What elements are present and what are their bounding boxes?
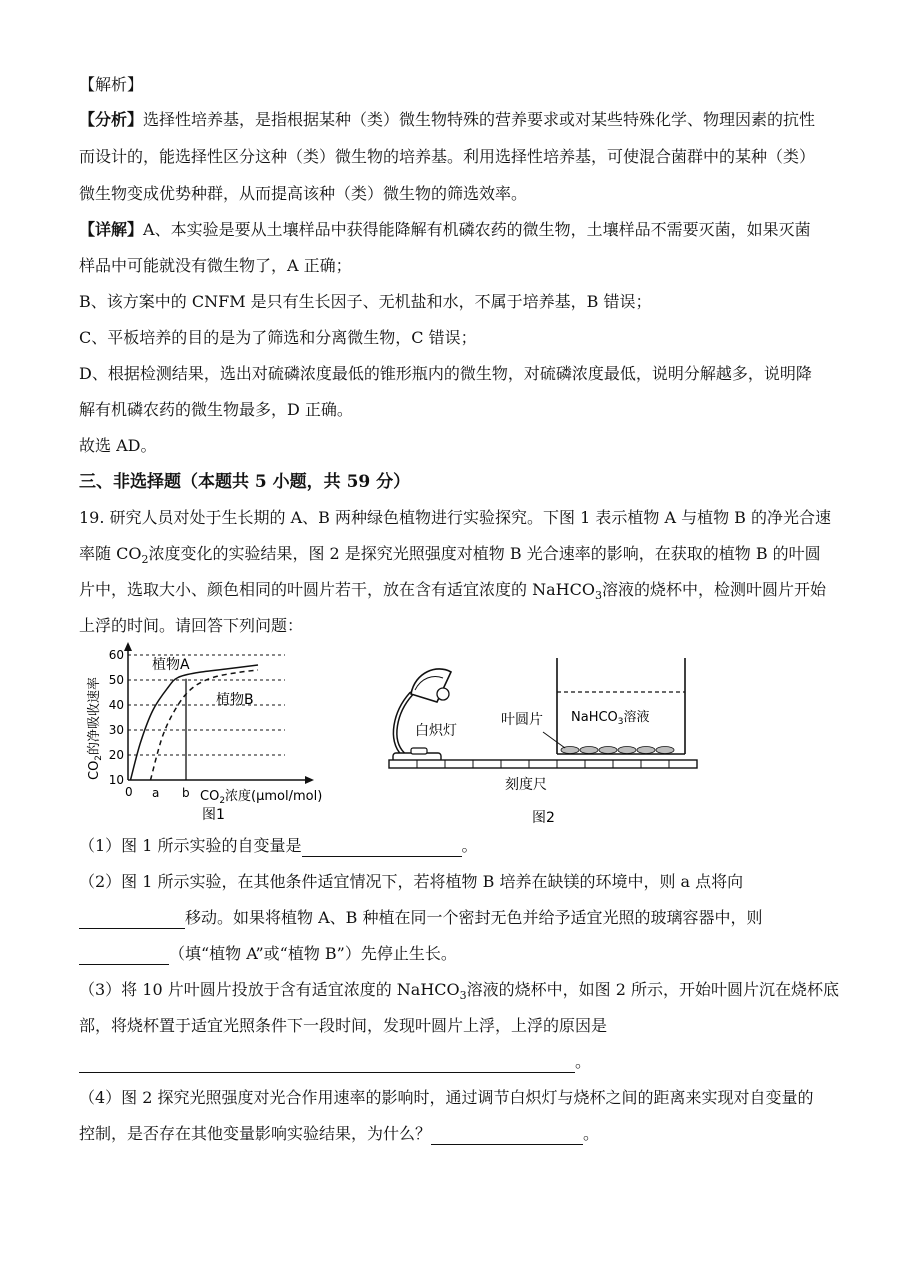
sub-question-3-line-3: 。 — [79, 1051, 824, 1073]
figure-2-caption: 图2 — [532, 810, 555, 826]
beaker — [557, 658, 685, 754]
lamp-label: 白炽灯 — [415, 723, 457, 739]
detail-line-c: C、平板培养的目的是为了筛选和分离微生物，C 错误； — [79, 328, 477, 347]
label-plant-b: 植物B — [216, 692, 254, 708]
x-axis-label: $CO_2$浓度(μmol/mol) — [200, 789, 323, 806]
y-tick-label: 40 — [108, 698, 124, 712]
y-tick-label: 60 — [108, 648, 124, 662]
answer-blank-4[interactable] — [431, 1126, 583, 1145]
figure-2-apparatus — [385, 650, 705, 830]
y-tick-label: 50 — [108, 673, 124, 687]
origin-label: 0 — [125, 785, 133, 799]
answer-line: 故选 AD。 — [79, 436, 157, 455]
ruler-label: 刻度尺 — [505, 777, 547, 793]
leaf-disc — [618, 747, 636, 754]
sub-question-4-line-2: 控制，是否存在其他变量影响实验结果，为什么？ 。 — [79, 1124, 600, 1143]
sub-question-2-line-2: 移动。如果将植物 A、B 种植在同一个密封无色并给予适宜光照的玻璃容器中，则 — [79, 907, 824, 929]
leaf-disc — [580, 747, 598, 754]
figure-1-caption: 图1 — [202, 807, 225, 823]
detail-tag: 【详解】 — [79, 220, 144, 239]
q19-line-1: 19. 研究人员对处于生长期的 A、B 两种绿色植物进行实验探究。下图 1 表示植物 A 与植物 B 的净光合速 — [79, 508, 832, 527]
detail-line-d2: 解有机磷农药的微生物最多，D 正确。 — [79, 400, 353, 419]
q19-line-3: 片中，选取大小、颜色相同的叶圆片若干，放在含有适宜浓度的 NaHCO$_3$溶液的烧杯中，检测叶圆片开始 — [79, 580, 826, 603]
detail-line-2: 样品中可能就没有微生物了，A 正确； — [79, 256, 352, 275]
q19-line-2: 率随 $CO_2$浓度变化的实验结果，图 2 是探究光照强度对植物 B 光合速率的影响，在获取的植物 B 的叶圆 — [79, 544, 821, 567]
lamp-icon — [393, 669, 451, 762]
answer-blank-1[interactable] — [302, 838, 462, 857]
analysis-line-2: 而设计的，能选择性区分这种（类）微生物的培养基。利用选择性培养基，可使混合菌群中的某种（类） — [79, 147, 816, 166]
ruler — [389, 760, 697, 768]
sub-question-2-line-1: （2）图 1 所示实验，在其他条件适宜情况下，若将植物 B 培养在缺镁的环境中，则 a 点将向 — [79, 872, 744, 891]
curve-plant-b — [151, 670, 259, 780]
answer-blank-3[interactable] — [79, 1054, 575, 1073]
x-tick-b: b — [182, 786, 190, 800]
sub-question-1: （1）图 1 所示实验的自变量是 。 — [79, 836, 478, 855]
solution-label: NaHCO$_3$溶液 — [571, 710, 650, 727]
leaf-disc — [599, 747, 617, 754]
y-tick-label: 30 — [108, 723, 124, 737]
sub-question-3-line-1: （3）将 10 片叶圆片投放于含有适宜浓度的 NaHCO$_3$溶液的烧杯中，如图 2 所示，开始叶圆片沉在烧杯底 — [79, 980, 840, 1003]
disc-pointer-line — [543, 732, 565, 748]
detail-line-d1: D、根据检测结果，选出对硫磷浓度最低的锥形瓶内的微生物，对硫磷浓度最低，说明分解越多，说明降 — [79, 364, 812, 383]
sub-question-3-line-2: 部，将烧杯置于适宜光照条件下一段时间，发现叶圆片上浮，上浮的原因是 — [79, 1016, 608, 1035]
analysis-tag: 【分析】 — [79, 110, 144, 129]
x-tick-a: a — [152, 786, 160, 800]
figure-1-chart — [80, 640, 370, 830]
leaf-disc-label: 叶圆片 — [501, 712, 543, 728]
y-axis-label: $CO_2$的净吸收速率 — [87, 676, 104, 780]
analysis-line-3: 微生物变成优势种群，从而提高该种（类）微生物的筛选效率。 — [79, 184, 528, 203]
answer-blank-2a[interactable] — [79, 910, 185, 929]
q19-line-4: 上浮的时间。请回答下列问题： — [79, 616, 304, 635]
answer-blank-2b[interactable] — [79, 946, 169, 965]
label-plant-a: 植物A — [152, 657, 190, 673]
sub-question-4-line-1: （4）图 2 探究光照强度对光合作用速率的影响时，通过调节白炽灯与烧杯之间的距离来实现对自变量的 — [79, 1088, 814, 1107]
leaf-discs — [561, 747, 674, 754]
analysis-line-1: 【分析】选择性培养基，是指根据某种（类）微生物特殊的营养要求或对某些特殊化学、物理因素的抗性 — [79, 110, 816, 129]
leaf-disc — [637, 747, 655, 754]
y-tick-label: 20 — [108, 748, 124, 762]
y-tick-labels — [109, 648, 124, 787]
explanation-header: 【解析】 — [79, 75, 144, 94]
y-tick-label: 10 — [108, 773, 124, 787]
detail-line-1: 【详解】A、本实验是要从土壤样品中获得能降解有机磷农药的微生物，土壤样品不需要灭菌，如果灭菌 — [79, 220, 811, 239]
curve-plant-a — [131, 665, 259, 780]
y-axis-arrow-icon — [124, 642, 132, 651]
x-axis-arrow-icon — [305, 776, 314, 784]
detail-line-b: B、该方案中的 CNFM 是只有生长因子、无机盐和水，不属于培养基，B 错误； — [79, 292, 652, 311]
section-3-heading: 三、非选择题（本题共 5 小题，共 59 分） — [79, 472, 411, 492]
sub-question-2-line-3: （填“植物 A”或“植物 B”）先停止生长。 — [79, 943, 824, 965]
leaf-disc — [656, 747, 674, 754]
